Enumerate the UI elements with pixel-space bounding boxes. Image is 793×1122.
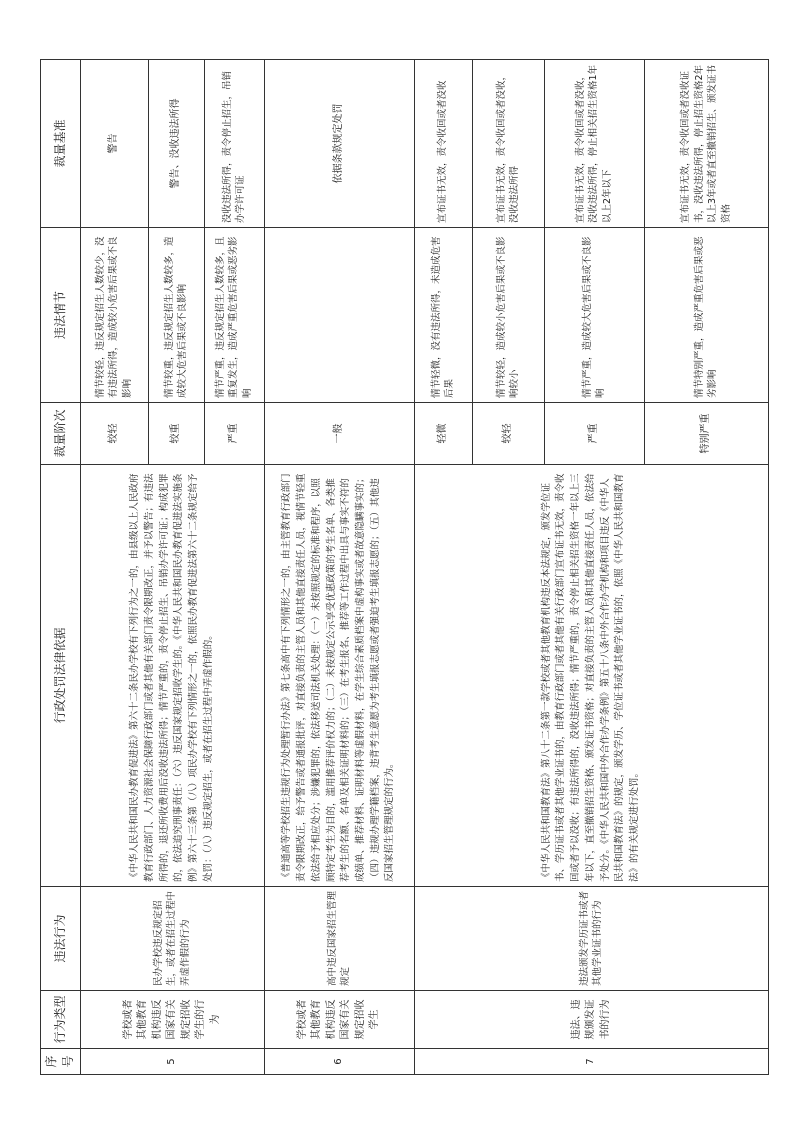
header-row — [41, 60, 81, 1075]
penalty-table — [40, 59, 769, 1075]
circ-cell: 情节较轻，违反规定招生人数较少，没有违法所得，造成较小危害后果或不良影响 — [80, 228, 148, 403]
circ-cell — [264, 228, 414, 403]
level-cell: 一般 — [264, 403, 414, 465]
type-cell: 违法、违规颁发证书的行为 — [414, 991, 768, 1049]
header-std: 裁量基准 — [41, 60, 81, 228]
level-cell: 严重 — [204, 403, 264, 465]
basis-cell: 《普通高等学校招生违规行为处理暂行办法》第七条高中有下列情形之一的，由主管教育行政部门责令限期改正，给予警告或者通报批评，对直接负责的主管人员和其他直接责任人员，视情节轻重依法给予相应处分；涉嫌犯罪的，依法移送司法机关处理：（一）未按照规定的标准和程序，以照顾特定考生为目的，滥用推荐评价权力的；（二）未按规定公示享受优惠政策的考生名单、各类推荐考生的名额、名单及相关证明材料的；（三）在考生报名、推荐等工作过程中出具与事实不符的成绩单、推荐材料、证明材料等虚假材料，在学生综合素质档案中虚构事实或者故意隐瞒事实的；（四）违规办理学籍档案，违背考生意愿为考生填报志愿或者强迫考生填报志愿的；（五）其他违反国家招生管理规定的行为。 — [264, 465, 414, 887]
circ-cell: 情节严重，造成较大危害后果或不良影响 — [544, 228, 644, 403]
header-type: 行为类型 — [41, 991, 81, 1049]
level-cell: 较轻 — [80, 403, 148, 465]
circ-cell: 情节轻微，没有违法所得，未造成危害后果 — [414, 228, 472, 403]
std-cell: 依据条款规定处罚 — [264, 60, 414, 228]
std-cell: 宣布证书无效，责令收回或者没收 — [414, 60, 472, 228]
type-cell: 学校或者其他教育机构违反国家有关规定招收学生 — [264, 991, 414, 1049]
header-circ: 违法情节 — [41, 228, 81, 403]
std-cell: 警告 — [80, 60, 148, 228]
header-seq: 序号 — [41, 1049, 81, 1075]
circ-cell: 情节严重，违反规定招生人数较多，且重复发生，造成严重危害后果或恶劣影响 — [204, 228, 264, 403]
seq-cell: 7 — [414, 1049, 768, 1075]
seq-cell: 6 — [264, 1049, 414, 1075]
header-act: 违法行为 — [41, 887, 81, 991]
seq-cell: 5 — [80, 1049, 264, 1075]
level-cell: 较重 — [148, 403, 204, 465]
level-cell: 较轻 — [472, 403, 544, 465]
act-cell: 民办学校违反规定招生，或者在招生过程中弄虚作假的行为 — [80, 887, 264, 991]
std-cell: 宣布证书无效，责令收回或者没收，没收违法所得 — [472, 60, 544, 228]
rotated-page — [40, 60, 765, 1075]
std-cell: 没收违法所得，责令停止招生，吊销办学许可证 — [204, 60, 264, 228]
basis-cell: 《中华人民共和国民办教育促进法》第六十二条民办学校有下列行为之一的，由县级以上人民政府教育行政部门、人力资源社会保障行政部门或者其他有关部门责令限期改正，并予以警告；有违法所得的，退还所收费用后没收违法所得；情节严重的，责令停止招生、吊销办学许可证；构成犯罪的，依法追究刑事责任：（六）违反国家规定招收学生的。《中华人民共和国民办教育促进法实施条例》第六十三条第（八）项民办学校有下列情形之一的，依照民办教育促进法第六十二条规定给予处罚：（八）违反规定招生，或者在招生过程中弄虚作假的。 — [80, 465, 264, 887]
header-level: 裁量阶次 — [41, 403, 81, 465]
type-cell: 学校或者其他教育机构违反国家有关规定招收学生的行为 — [80, 991, 264, 1049]
std-cell: 警告、没收违法所得 — [148, 60, 204, 228]
table-row — [80, 60, 148, 1075]
circ-cell: 情节较轻，造成较小危害后果或不良影响较小 — [472, 228, 544, 403]
std-cell: 宣布证书无效，责令收回或者没收证书，没收违法所得，停止招生资格2年以上3年或者直至撤销招生、颁发证书资格 — [644, 60, 768, 228]
std-cell: 宣布证书无效，责令收回或者没收，没收违法所得，停止相关招生资格1年以上2年以下 — [544, 60, 644, 228]
act-cell: 高中违反国家招生管理规定 — [264, 887, 414, 991]
circ-cell: 情节特别严重，造成严重危害后果或恶劣影响 — [644, 228, 768, 403]
table-row — [414, 60, 472, 1075]
circ-cell: 情节较重，违反规定招生人数较多，造成较大危害后果或不良影响 — [148, 228, 204, 403]
table-row — [264, 60, 414, 1075]
header-basis: 行政处罚法律依据 — [41, 465, 81, 887]
level-cell: 轻微 — [414, 403, 472, 465]
act-cell: 违法颁发学历证书或者其他学业证书的行为 — [414, 887, 768, 991]
basis-cell: 《中华人民共和国教育法》第八十二条第一款学校或者其他教育机构违反本法规定，颁发学位证书、学历证书或者其他学业证书的，由教育行政部门或者其他有关行政部门宣布证书无效，责令收回或者予以没收；有违法所得的，没收违法所得；情节严重的，责令停止相关招生资格一年以上三年以下，直至撤销招生资格、颁发证书资格；对直接负责的主管人员和其他直接责任人员，依法给予处分。《中华人民共和国中外合作办学条例》第五十八条中外合作办学机构和项目违反《中华人民共和国教育法》的规定，颁发学历、学位证书或者其他学业证书的，依照《中华人民共和国教育法》的有关规定进行处罚。 — [414, 465, 768, 887]
level-cell: 特别严重 — [644, 403, 768, 465]
level-cell: 严重 — [544, 403, 644, 465]
